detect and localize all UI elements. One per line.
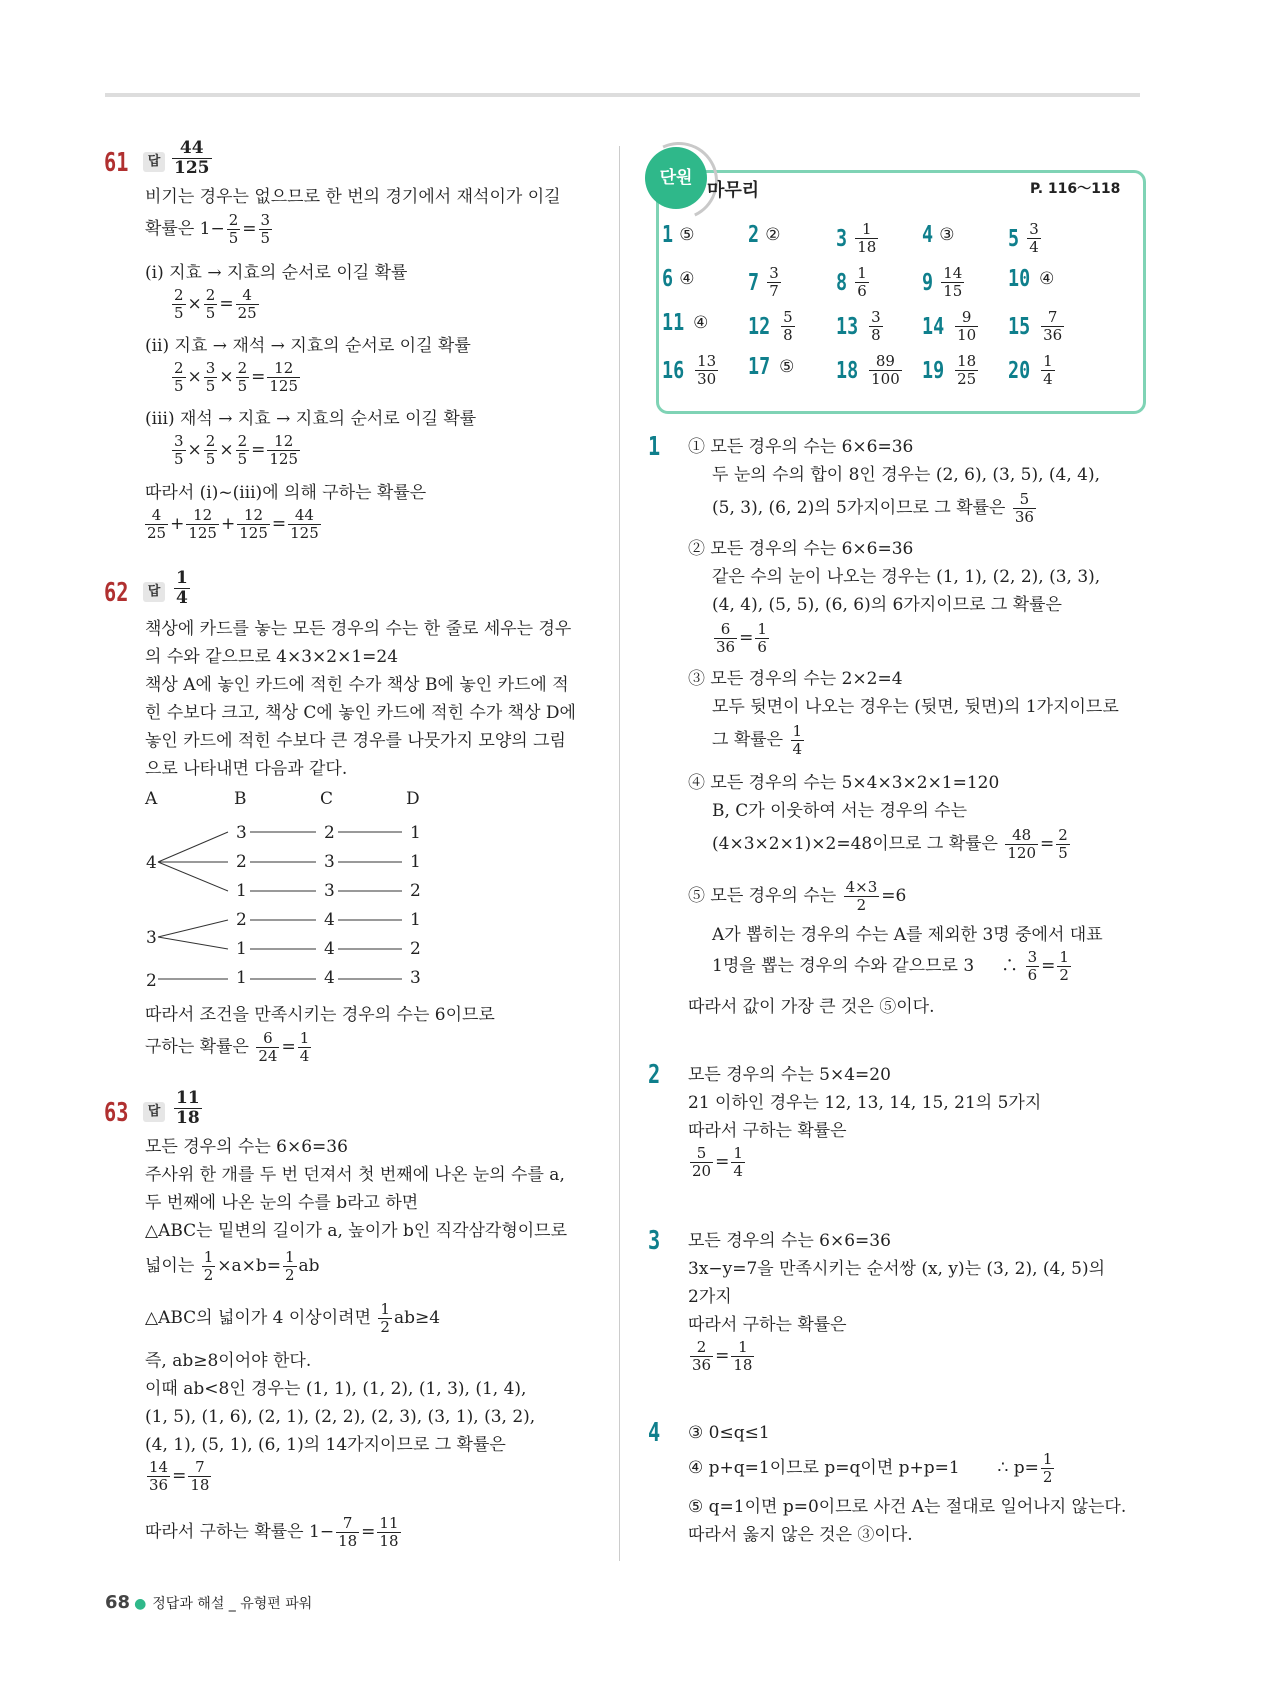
- solution-line: 21 이하인 경우는 12, 13, 14, 15, 21의 5가지: [688, 1093, 1042, 1113]
- svg-text:1: 1: [236, 939, 247, 959]
- svg-text:2: 2: [146, 971, 157, 991]
- solution-line: 두 눈의 수의 합이 8인 경우는 (2, 6), (3, 5), (4, 4),: [712, 465, 1101, 485]
- solution-line: (ⅰ) 지효 → 지효의 순서로 이길 확률: [145, 263, 408, 283]
- column-divider: [619, 146, 620, 1561]
- svg-text:1: 1: [236, 881, 247, 901]
- answer-item: 8 $\frac{1}{6}$: [836, 264, 867, 300]
- solution-line: ⑤ 모든 경우의 수는 $\frac{4\times 3}{2}$ =6: [688, 878, 907, 914]
- answer-tag: 답: [143, 582, 165, 602]
- solution-number: 4: [648, 1418, 661, 1448]
- top-rule: [105, 93, 1140, 97]
- answer-item: 18 $\frac{89}{100}$: [836, 352, 900, 388]
- answer-item: 4 ③: [922, 222, 955, 248]
- solution-line: 따라서 조건을 만족시키는 경우의 수는 6이므로: [145, 1005, 495, 1025]
- solution-line: 힌 수보다 크고, 책상 C에 놓인 카드에 적힌 수가 책상 D에: [145, 703, 576, 723]
- solution-number: 1: [648, 432, 661, 462]
- solution-line: ② 모든 경우의 수는 6×6=36: [688, 539, 914, 559]
- solution-line: 의 수와 같으므로 4×3×2×1=24: [145, 647, 399, 667]
- formula: $\frac{2}{5}$ × $\frac{3}{5}$ × $\frac{2}{5}$ = $\frac{12}{125}$: [174, 359, 299, 395]
- svg-text:4: 4: [324, 968, 335, 988]
- answer-item: 15 $\frac{7}{36}$: [1008, 308, 1063, 344]
- box-title: 마무리: [707, 180, 760, 201]
- formula: $\frac{2}{36}$ = $\frac{1}{18}$: [692, 1338, 753, 1374]
- solution-line: (4, 4), (5, 5), (6, 6)의 6가지이므로 그 확률은: [712, 595, 1062, 615]
- svg-text:3: 3: [324, 852, 335, 872]
- solution-line: 모든 경우의 수는 5×4=20: [688, 1065, 891, 1085]
- answer-item: 12 $\frac{5}{8}$: [748, 308, 793, 344]
- problem-number: 63: [104, 1098, 129, 1128]
- solution-line: (ⅱ) 지효 → 재석 → 지효의 순서로 이길 확률: [145, 336, 471, 356]
- solution-line: A가 뽑히는 경우의 수는 A를 제외한 3명 중에서 대표: [712, 925, 1103, 945]
- answer-item: 20 $\frac{1}{4}$: [1008, 352, 1053, 388]
- solution-line: 따라서 구하는 확률은 1− $\frac{7}{18}$ = $\frac{11}{18}$: [145, 1514, 399, 1550]
- solution-line: 따라서 값이 가장 큰 것은 ⑤이다.: [688, 997, 935, 1017]
- solution-line: 모두 뒷면이 나오는 경우는 (뒷면, 뒷면)의 1가지이므로: [712, 697, 1119, 717]
- answer-item: 11 ④: [662, 310, 709, 336]
- svg-text:3: 3: [324, 881, 335, 901]
- answer-item: 6 ④: [662, 266, 695, 292]
- solution-line: 구하는 확률은 $\frac{6}{24}$ = $\frac{1}{4}$: [145, 1029, 310, 1065]
- unit-badge: 단원: [645, 147, 707, 209]
- solution-line: 책상 A에 놓인 카드에 적힌 수가 책상 B에 놓인 카드에 적: [145, 675, 569, 695]
- solution-number: 3: [648, 1226, 661, 1256]
- answer-tag: 답: [143, 1102, 165, 1122]
- solution-line: 두 번째에 나온 눈의 수를 b라고 하면: [145, 1193, 419, 1213]
- svg-text:2: 2: [410, 881, 421, 901]
- answer-item: 3 $\frac{1}{18}$: [836, 220, 877, 256]
- box-page-range: P. 116～118: [1030, 181, 1121, 197]
- solution-line: ④ p+q=1이므로 p=q이면 p+p=1 ∴ p= $\frac{1}{2}$: [688, 1450, 1053, 1486]
- solution-line: 확률은 1− $\frac{2}{5}$ = $\frac{3}{5}$: [145, 211, 271, 247]
- solution-line: 놓인 카드에 적힌 수보다 큰 경우를 나뭇가지 모양의 그림: [145, 731, 566, 751]
- answer-value: $\frac{1}{4}$: [176, 568, 188, 608]
- solution-line: B, C가 이웃하여 서는 경우의 수는: [712, 801, 967, 821]
- answer-item: 9 $\frac{14}{15}$: [922, 264, 963, 300]
- formula: $\frac{6}{36}$ = $\frac{1}{6}$: [716, 620, 767, 656]
- answer-item: 17 ⑤: [748, 354, 795, 380]
- solution-line: 이때 ab<8인 경우는 (1, 1), (1, 2), (1, 3), (1, 4),: [145, 1379, 527, 1399]
- tree-head-B: B: [234, 789, 247, 809]
- solution-line: 따라서 구하는 확률은: [688, 1315, 847, 1335]
- solution-line: 책상에 카드를 놓는 모든 경우의 수는 한 줄로 세우는 경우: [145, 619, 572, 639]
- tree-diagram: [140, 786, 440, 991]
- solution-line: 으로 나타내면 다음과 같다.: [145, 759, 348, 779]
- solution-line: 넓이는 $\frac{1}{2}$ ×a×b= $\frac{1}{2}$ ab: [145, 1248, 320, 1284]
- solution-line: ① 모든 경우의 수는 6×6=36: [688, 437, 914, 457]
- solution-line: △ABC는 밑변의 길이가 a, 높이가 b인 직각삼각형이므로: [145, 1221, 568, 1241]
- formula: $\frac{3}{5}$ × $\frac{2}{5}$ × $\frac{2}{5}$ = $\frac{12}{125}$: [174, 432, 299, 468]
- svg-text:1: 1: [236, 968, 247, 988]
- formula: $\frac{4}{25}$ + $\frac{12}{125}$ + $\frac{12}{125}$ = $\frac{44}{125}$: [147, 506, 319, 542]
- svg-text:4: 4: [324, 939, 335, 959]
- tree-head-C: C: [320, 789, 334, 809]
- solution-line: 모든 경우의 수는 6×6=36: [145, 1137, 348, 1157]
- svg-text:2: 2: [324, 823, 335, 843]
- bullet-icon: ●: [134, 1596, 147, 1612]
- solution-line: (ⅲ) 재석 → 지효 → 지효의 순서로 이길 확률: [145, 409, 477, 429]
- solution-line: 모든 경우의 수는 6×6=36: [688, 1231, 891, 1251]
- solution-line: ③ 0≤q≤1: [688, 1423, 770, 1443]
- svg-text:4: 4: [146, 853, 157, 873]
- formula: $\frac{5}{20}$ = $\frac{1}{4}$: [692, 1144, 743, 1180]
- solution-line: △ABC의 넓이가 4 이상이려면 $\frac{1}{2}$ ab≥4: [145, 1300, 441, 1336]
- svg-text:3: 3: [146, 928, 157, 948]
- answer-item: 14 $\frac{9}{10}$: [922, 308, 977, 344]
- solution-line: 3x−y=7을 만족시키는 순서쌍 (x, y)는 (3, 2), (4, 5)의: [688, 1259, 1106, 1279]
- svg-text:2: 2: [236, 910, 247, 930]
- svg-text:3: 3: [236, 823, 247, 843]
- solution-line: ④ 모든 경우의 수는 5×4×3×2×1=120: [688, 773, 1000, 793]
- solution-line: 1명을 뽑는 경우의 수와 같으므로 3 ∴ $\frac{3}{6}$ = $\frac{1}{2}$: [712, 948, 1069, 984]
- svg-text:2: 2: [410, 939, 421, 959]
- solution-line: (4, 1), (5, 1), (6, 1)의 14가지이므로 그 확률은: [145, 1435, 506, 1455]
- answer-value: $\frac{11}{18}$: [176, 1088, 200, 1128]
- tree-head-A: A: [145, 789, 158, 809]
- svg-text:1: 1: [410, 910, 421, 930]
- footer-text: 정답과 해설 _ 유형편 파워: [152, 1596, 313, 1612]
- solution-line: 비기는 경우는 없으므로 한 번의 경기에서 재석이가 이길: [145, 187, 561, 207]
- solution-line: 2가지: [688, 1287, 732, 1307]
- page-number: 68: [105, 1592, 131, 1613]
- svg-text:1: 1: [410, 852, 421, 872]
- svg-text:4: 4: [324, 910, 335, 930]
- answer-item: 1 ⑤: [662, 222, 695, 248]
- svg-text:2: 2: [236, 852, 247, 872]
- formula: $\frac{14}{36}$ = $\frac{7}{18}$: [149, 1458, 210, 1494]
- answer-item: 10 ④: [1008, 266, 1055, 292]
- solution-line: 그 확률은 $\frac{1}{4}$: [712, 722, 803, 758]
- solution-line: 따라서 옳지 않은 것은 ③이다.: [688, 1525, 913, 1545]
- answer-item: 2 ②: [748, 222, 781, 248]
- answer-item: 5 $\frac{3}{4}$: [1008, 220, 1039, 256]
- problem-number: 61: [104, 148, 129, 178]
- answer-value: $\frac{44}{125}$: [174, 138, 210, 178]
- answer-item: 19 $\frac{18}{25}$: [922, 352, 977, 388]
- answer-item: 7 $\frac{3}{7}$: [748, 264, 779, 300]
- solution-line: (4×3×2×1)×2=48이므로 그 확률은 $\frac{48}{120}$ = $\frac{2}{5}$: [712, 826, 1068, 862]
- solution-line: 같은 수의 눈이 나오는 경우는 (1, 1), (2, 2), (3, 3),: [712, 567, 1101, 587]
- solution-line: 즉, ab≥8이어야 한다.: [145, 1351, 312, 1371]
- answer-tag: 답: [143, 152, 165, 172]
- solution-line: (1, 5), (1, 6), (2, 1), (2, 2), (2, 3), (3, 1), (3, 2),: [145, 1407, 536, 1427]
- answer-item: 13 $\frac{3}{8}$: [836, 308, 881, 344]
- problem-number: 62: [104, 578, 129, 608]
- svg-text:3: 3: [410, 968, 421, 988]
- formula: $\frac{2}{5}$ × $\frac{2}{5}$ = $\frac{4}{25}$: [174, 286, 257, 322]
- solution-number: 2: [648, 1060, 661, 1090]
- answer-item: 16 $\frac{13}{30}$: [662, 352, 717, 388]
- page-footer: [105, 1592, 312, 1613]
- solution-line: ③ 모든 경우의 수는 2×2=4: [688, 669, 903, 689]
- solution-line: (5, 3), (6, 2)의 5가지이므로 그 확률은 $\frac{5}{36}$: [712, 490, 1034, 526]
- tree-head-D: D: [406, 789, 420, 809]
- solution-line: ⑤ q=1이면 p=0이므로 사건 A는 절대로 일어나지 않는다.: [688, 1497, 1127, 1517]
- svg-text:1: 1: [410, 823, 421, 843]
- solution-line: 주사위 한 개를 두 번 던져서 첫 번째에 나온 눈의 수를 a,: [145, 1165, 565, 1185]
- solution-line: 따라서 구하는 확률은: [688, 1121, 847, 1141]
- solution-line: 따라서 (ⅰ)~(ⅲ)에 의해 구하는 확률은: [145, 483, 427, 503]
